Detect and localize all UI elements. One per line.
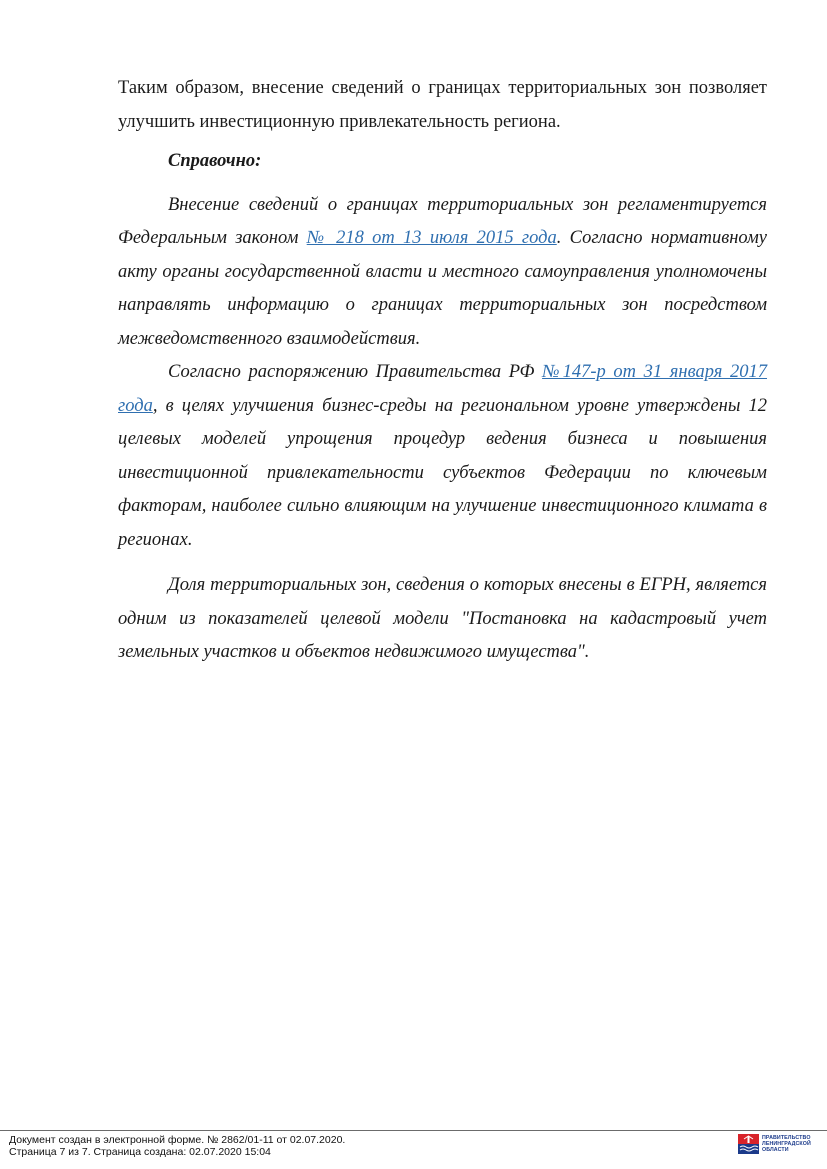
logo-caption <box>762 1135 811 1153</box>
logo-caption-line: ОБЛАСТИ <box>762 1147 789 1153</box>
logo-caption-line: ПРАВИТЕЛЬСТВО <box>762 1135 811 1141</box>
paragraph-federal-law <box>118 189 767 357</box>
paragraph-text: , в целях улучшения бизнес-среды на региональном уровне утверждены 12 целевых моделей упрощения процедур ведения бизнеса и повышения инвестиционной привлекательности субъектов Федерации по ключевым факторам, наиболее сильно влияющим на улучшение инвестиционного климата в регионах. <box>118 395 767 550</box>
leningrad-oblast-emblem-icon <box>738 1134 759 1154</box>
paragraph-government-order <box>118 356 767 557</box>
paragraph-target-model: Доля территориальных зон, сведения о которых внесены в ЕГРН, является одним из показателей целевой модели "Постановка на кадастровый учет земельных участков и объектов недвижимого имущества". <box>118 575 767 662</box>
logo-caption-line: ЛЕНИНГРАДСКОЙ <box>762 1141 811 1147</box>
footer-page-info: Страница 7 из 7. Страница создана: 02.07.2020 15:04 <box>9 1146 271 1158</box>
federal-law-218-link[interactable]: № 218 от 13 июля 2015 года <box>306 228 557 248</box>
reference-heading: Справочно: <box>168 151 262 171</box>
paragraph-text: . Согласно нормативному акту органы государственной власти и местного самоуправления уполномочены направлять информацию о границах территориальных зон посредством межведомственного взаимодействия. <box>118 228 767 349</box>
government-logo <box>738 1134 811 1154</box>
paragraph-text: Согласно распоряжению Правительства РФ <box>168 362 543 382</box>
paragraph-conclusion: Таким образом, внесение сведений о границах территориальных зон позволяет улучшить инвестиционную привлекательность региона. <box>118 78 767 132</box>
document-body <box>118 72 767 670</box>
footer-document-number: Документ создан в электронной форме. № 2862/01-11 от 02.07.2020. <box>9 1134 346 1146</box>
paragraph-text: Внесение сведений о границах территориальных зон регламентируется Федеральным законом <box>118 194 767 248</box>
government-order-147r-link[interactable]: №147-р от 31 января 2017 года <box>118 362 767 416</box>
footer-document-info <box>9 1134 345 1158</box>
footer-divider <box>0 1130 827 1131</box>
